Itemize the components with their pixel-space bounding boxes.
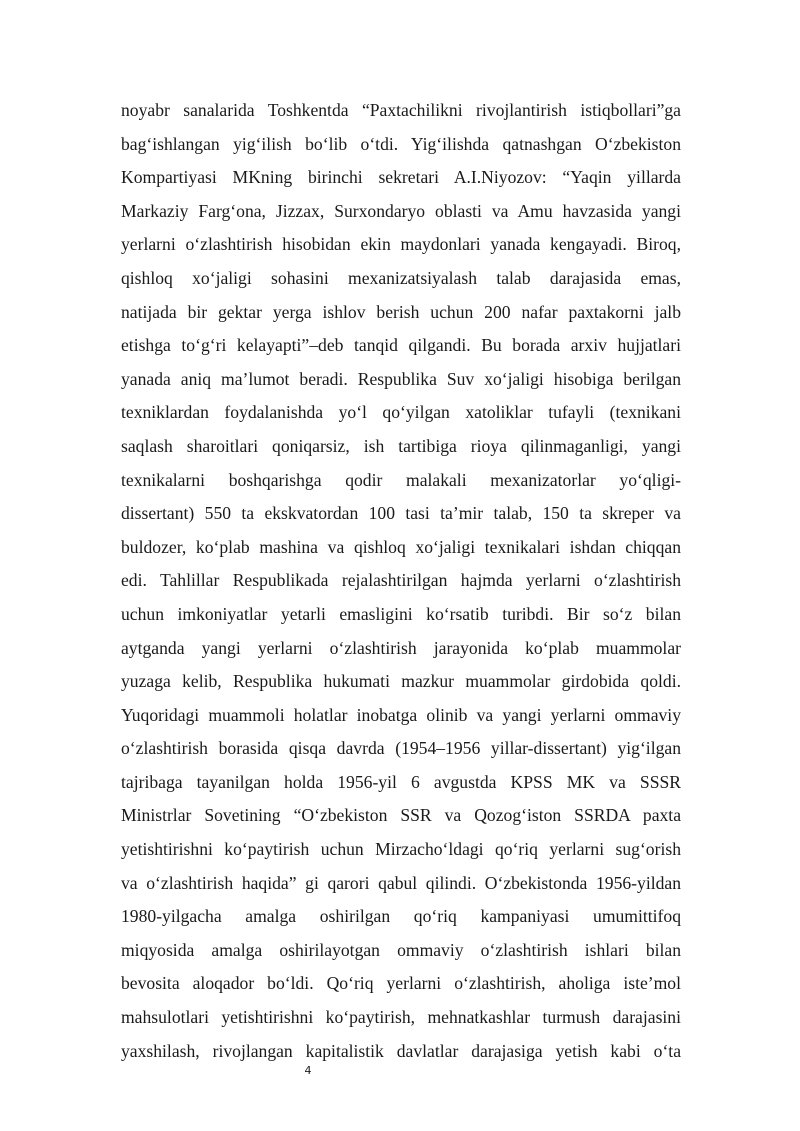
- body-paragraph: [121, 94, 681, 1068]
- text-line: o‘zlashtirish borasida qisqa davrda (1954–1956 yillar-dissertant) yig‘ilgan: [121, 738, 681, 759]
- text-line: natijada bir gektar yerga ishlov berish uchun 200 nafar paxtakorni jalb: [121, 301, 681, 322]
- text-line: aytganda yangi yerlarni o‘zlashtirish jarayonida ko‘plab muammolar: [121, 637, 681, 658]
- text-line: uchun imkoniyatlar yetarli emasligini ko‘rsatib turibdi. Bir so‘z bilan: [121, 603, 681, 624]
- text-line: yuzaga kelib, Respublika hukumati mazkur muammolar girdobida qoldi.: [121, 671, 681, 692]
- text-line: Markaziy Farg‘ona, Jizzax, Surxondaryo oblasti va Amu havzasida yangi: [121, 200, 681, 221]
- text-line: yaxshilash, rivojlangan kapitalistik davlatlar darajasiga yetish kabi o‘ta: [121, 1040, 681, 1061]
- text-line: qishloq xo‘jaligi sohasini mexanizatsiyalash talab darajasida emas,: [121, 267, 681, 288]
- text-line: yerlarni o‘zlashtirish hisobidan ekin maydonlari yanada kengayadi. Biroq,: [121, 234, 681, 255]
- text-line: etishga to‘g‘ri kelayapti”–deb tanqid qilgandi. Bu borada arxiv hujjatlari: [121, 335, 681, 356]
- text-line: mahsulotlari yetishtirishni ko‘paytirish, mehnatkashlar turmush darajasini: [121, 1007, 681, 1028]
- text-line: miqyosida amalga oshirilayotgan ommaviy o‘zlashtirish ishlari bilan: [121, 939, 681, 960]
- text-line: texniklardan foydalanishda yo‘l qo‘yilgan xatoliklar tufayli (texnikani: [121, 402, 681, 423]
- text-line: noyabr sanalarida Toshkentda “Paxtachilikni rivojlantirish istiqbollari”ga: [121, 100, 681, 120]
- text-line: texnikalarni boshqarishga qodir malakali mexanizatorlar yo‘qligi-: [121, 469, 681, 490]
- text-line: bag‘ishlangan yig‘ilish bo‘lib o‘tdi. Yig‘ilishda qatnashgan O‘zbekiston: [121, 133, 681, 154]
- text-line: edi. Tahlillar Respublikada rejalashtirilgan hajmda yerlarni o‘zlashtirish: [121, 570, 681, 591]
- text-line: Ministrlar Sovetining “O‘zbekiston SSR va Qozog‘iston SSRDA paxta: [121, 805, 681, 826]
- text-line: saqlash sharoitlari qoniqarsiz, ish tartibiga rioya qilinmaganligi, yangi: [121, 435, 681, 456]
- text-line: bevosita aloqador bo‘ldi. Qo‘riq yerlarni o‘zlashtirish, aholiga iste’mol: [121, 973, 681, 994]
- text-line: buldozer, ko‘plab mashina va qishloq xo‘jaligi texnikalari ishdan chiqqan: [121, 536, 681, 557]
- text-line: dissertant) 550 ta ekskvatordan 100 tasi ta’mir talab, 150 ta skreper va: [121, 503, 681, 524]
- page-number: 4: [304, 1064, 312, 1077]
- text-line: yetishtirishni ko‘paytirish uchun Mirzacho‘ldagi qo‘riq yerlarni sug‘orish: [121, 839, 681, 860]
- text-line: Yuqoridagi muammoli holatlar inobatga olinib va yangi yerlarni ommaviy: [121, 704, 681, 725]
- text-line: yanada aniq ma’lumot beradi. Respublika Suv xo‘jaligi hisobiga berilgan: [121, 368, 681, 389]
- text-line: tajribaga tayanilgan holda 1956-yil 6 avgustda KPSS MK va SSSR: [121, 771, 681, 792]
- text-line: 1980-yilgacha amalga oshirilgan qo‘riq kampaniyasi umumittifoq: [121, 906, 681, 927]
- text-line: Kompartiyasi MKning birinchi sekretari A.I.Niyozov: “Yaqin yillarda: [121, 167, 681, 188]
- text-line: va o‘zlashtirish haqida” gi qarori qabul qilindi. O‘zbekistonda 1956-yildan: [121, 872, 681, 893]
